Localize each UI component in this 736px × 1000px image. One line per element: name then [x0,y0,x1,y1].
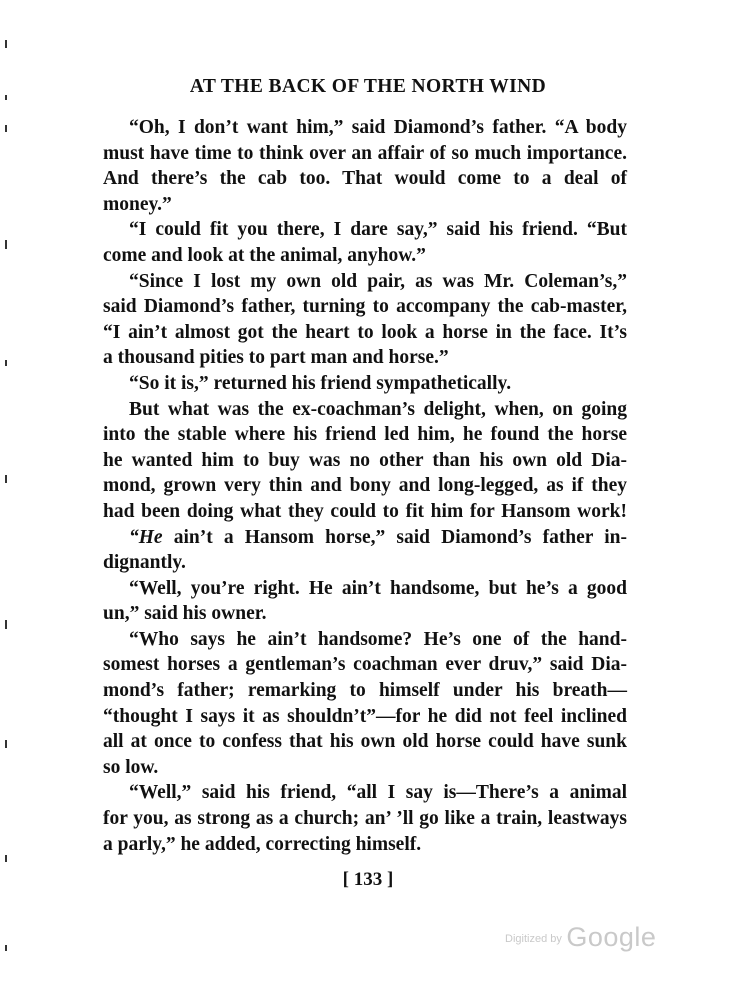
text-line: un,” said his owner. [103,603,267,625]
text-line: “Since I lost my own old pair, as was Mr. Coleman’s,” [129,270,627,292]
text-line: had been doing what they could to fit him for Hansom work! [103,500,627,522]
text-line: money.” [103,193,172,215]
scan-margin-mark [5,945,7,951]
text-line: all at once to confess that his own old horse could have sunk [103,731,627,753]
text-line: come and look at the animal, anyhow.” [103,244,426,266]
body-text [103,115,627,857]
text-line: a parly,” he added, correcting himself. [103,833,422,855]
scan-margin-mark [5,40,7,48]
text-line [103,525,627,551]
text-line: must have time to think over an affair of so much importance. [103,142,627,164]
scan-margin-mark [5,855,7,862]
text-line: “Well,” said his friend, “all I say is—There’s a animal [129,782,627,804]
scan-margin-mark [5,360,7,366]
text-line: And there’s the cab too. That would come to a deal of [103,168,627,190]
text-line: “Well, you’re right. He ain’t handsome, but he’s a good [129,577,627,599]
watermark-prefix: Digitized by [505,933,562,945]
text-line: “Oh, I don’t want him,” said Diamond’s father. “A body [129,117,627,138]
text-line: somest horses a gentleman’s coachman ever druv,” said Dia- [103,654,627,676]
text-line: But what was the ex-coachman’s delight, when, on going [129,398,627,420]
text-line: into the stable where his friend led him, he found the horse [103,424,627,446]
page-number: [ 133 ] [342,869,394,890]
text-line: “Who says he ain’t handsome? He’s one of the hand- [129,628,627,650]
text-line: dignantly. [103,552,186,574]
text-line: “So it is,” returned his friend sympathetically. [129,372,512,394]
scan-margin-mark [5,475,7,483]
text-line: for you, as strong as a church; an’ ’ll go like a train, leastways [103,808,627,830]
scan-margin-mark [5,740,7,748]
text-line: he wanted him to buy was no other than his own old Dia- [103,449,627,471]
text-line: a thousand pities to part man and horse.” [103,347,449,369]
google-watermark [505,922,656,953]
text-line: mond, grown very thin and bony and long-legged, as if they [103,475,627,497]
text-line: so low. [103,756,159,778]
page-header: AT THE BACK OF THE NORTH WIND [189,76,547,97]
text-line: “I could fit you there, I dare say,” said his friend. “But [129,219,627,241]
scan-margin-mark [5,240,7,249]
text-line: “thought I says it as shouldn’t”—for he did not feel inclined [103,705,627,727]
text-line-rest: ain’t a Hansom horse,” said Diamond’s father in- [162,526,627,548]
scan-margin-mark [5,95,7,100]
scan-margin-mark [5,125,7,132]
italic-word: “He [129,526,163,548]
text-line: said Diamond’s father, turning to accompany the cab-master, [103,296,627,318]
text-line: mond’s father; remarking to himself under his breath— [103,680,627,702]
text-line: “I ain’t almost got the heart to look a horse in the face. It’s [103,321,627,343]
scan-margin-mark [5,620,7,629]
watermark-brand: Google [566,922,657,952]
